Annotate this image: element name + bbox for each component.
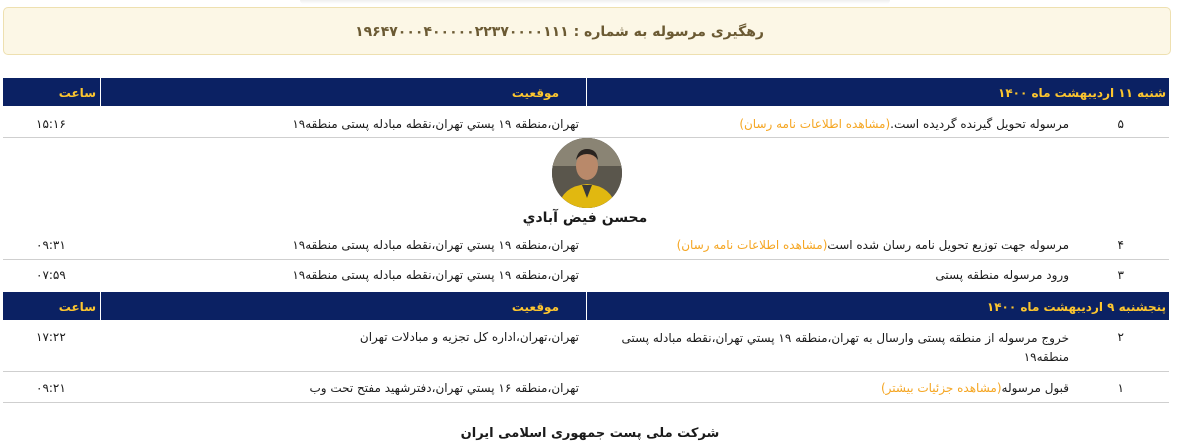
step-number: ۵ <box>1117 117 1124 131</box>
view-courier-info-link[interactable]: (مشاهده اطلاعات نامه رسان) <box>739 117 891 131</box>
tracking-title: رهگیری مرسوله به شماره : ۱۹۶۴۷۰۰۰۴۰۰۰۰۰۲۲۳۷۰۰۰۰۱۱۱ <box>355 24 764 40</box>
event-location: تهران،منطقه ۱۹ پستي تهران،نقطه مبادله پستی منطقه۱۹ <box>292 117 579 131</box>
event-text: قبول مرسوله <box>1001 381 1069 395</box>
footer-company-name: شرکت ملی پست جمهوری اسلامی ایران <box>460 426 720 441</box>
row-divider <box>3 259 1169 260</box>
courier-avatar <box>552 138 622 208</box>
location-column-header: موقعیت <box>511 86 559 100</box>
event-time: ۰۷:۵۹ <box>36 268 66 282</box>
time-column-header: ساعت <box>58 300 96 314</box>
event-description <box>881 381 1069 395</box>
date-label: شنبه ۱۱ اردیبهشت ماه ۱۴۰۰ <box>998 86 1166 100</box>
view-more-details-link[interactable]: (مشاهده جزئیات بیشتر) <box>880 381 1002 395</box>
step-number: ۲ <box>1117 330 1124 344</box>
row-divider <box>3 402 1169 403</box>
view-courier-info-link[interactable]: (مشاهده اطلاعات نامه رسان) <box>676 238 828 252</box>
date-label: پنجشنبه ۹ اردیبهشت ماه ۱۴۰۰ <box>986 300 1166 314</box>
event-location: تهران،منطقه ۱۹ پستي تهران،نقطه مبادله پستی منطقه۱۹ <box>292 268 579 282</box>
date-header-1 <box>3 78 1169 106</box>
step-number: ۱ <box>1117 381 1124 395</box>
location-column-header: موقعیت <box>511 300 559 314</box>
column-divider <box>100 78 101 106</box>
event-location: تهران،تهران،اداره کل تجزیه و مبادلات تهران <box>359 330 579 344</box>
event-time: ۰۹:۳۱ <box>36 238 66 252</box>
column-divider <box>100 292 101 320</box>
event-location: تهران،منطقه ۱۶ پستي تهران،دفترشهید مفتح تحت وب <box>309 381 579 395</box>
step-number: ۳ <box>1117 268 1124 282</box>
event-text: مرسوله تحویل گیرنده گردیده است. <box>890 117 1069 131</box>
courier-name: محسن فیض آبادي <box>522 210 648 226</box>
event-time: ۱۷:۲۲ <box>36 330 66 344</box>
row-divider <box>3 371 1169 372</box>
top-shadow <box>300 0 890 4</box>
step-number: ۴ <box>1117 238 1124 252</box>
date-header-2 <box>3 292 1169 320</box>
column-divider <box>586 78 587 106</box>
event-time: ۰۹:۲۱ <box>36 381 66 395</box>
event-text: مرسوله جهت توزیع تحویل نامه رسان شده است <box>827 238 1069 252</box>
tracking-banner <box>3 7 1171 55</box>
time-column-header: ساعت <box>58 86 96 100</box>
event-time: ۱۵:۱۶ <box>36 117 66 131</box>
event-description: ورود مرسوله منطقه پستی <box>935 268 1069 282</box>
event-location: تهران،منطقه ۱۹ پستي تهران،نقطه مبادله پستی منطقه۱۹ <box>292 238 579 252</box>
person-photo-icon <box>552 138 622 208</box>
column-divider <box>586 292 587 320</box>
event-description: خروج مرسوله از منطقه پستی وارسال به تهران،منطقه ۱۹ پستي تهران،نقطه مبادله پستی منطقه۱۹ <box>621 331 1069 364</box>
event-description <box>677 238 1069 252</box>
event-description <box>739 117 1069 131</box>
